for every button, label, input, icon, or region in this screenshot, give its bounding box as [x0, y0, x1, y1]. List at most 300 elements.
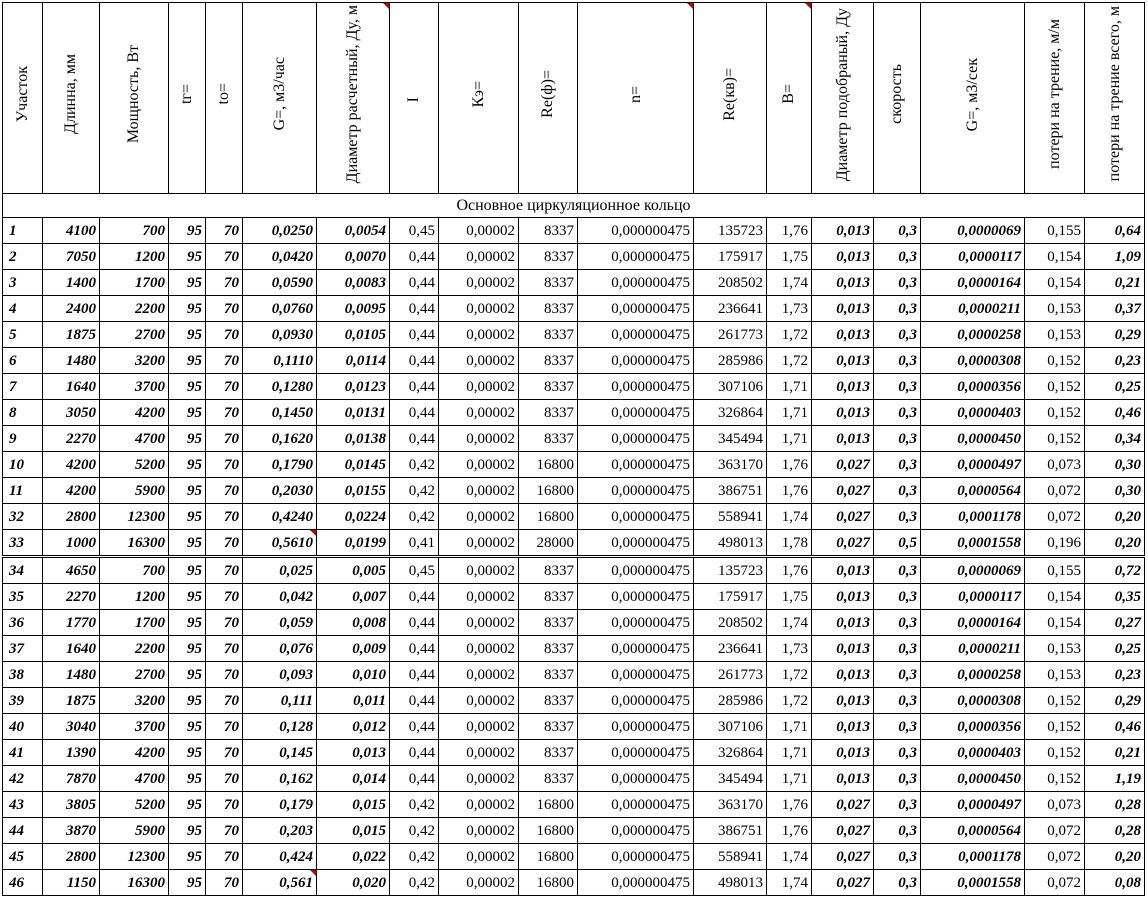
cell-section[interactable]: 46 [3, 870, 43, 896]
cell-velocity[interactable]: 0,3 [874, 322, 921, 348]
cell-velocity[interactable]: 0,3 [874, 870, 921, 896]
cell-n[interactable]: 0,000000475 [578, 584, 694, 610]
cell-re-f[interactable]: 16800 [519, 452, 578, 478]
cell-diameter-calc[interactable]: 0,0083 [317, 270, 390, 296]
cell-friction-total[interactable]: 0,23 [1085, 348, 1145, 374]
cell-flow-sec[interactable]: 0,0000308 [921, 688, 1025, 714]
cell-flow-hour[interactable]: 0,128 [243, 714, 317, 740]
cell-velocity[interactable]: 0,3 [874, 636, 921, 662]
cell-section[interactable]: 4 [3, 296, 43, 322]
cell-friction-total[interactable]: 0,08 [1085, 870, 1145, 896]
cell-velocity[interactable]: 0,3 [874, 244, 921, 270]
cell-i[interactable]: 0,44 [390, 740, 439, 766]
cell-length[interactable]: 4100 [43, 218, 100, 244]
col-header-section[interactable]: Участок [3, 3, 43, 194]
cell-friction-total[interactable]: 0,21 [1085, 740, 1145, 766]
cell-power[interactable]: 16300 [100, 870, 169, 896]
cell-re-f[interactable]: 8337 [519, 636, 578, 662]
cell-flow-hour[interactable]: 0,145 [243, 740, 317, 766]
cell-flow-sec[interactable]: 0,0000211 [921, 636, 1025, 662]
col-header-diameter-chosen[interactable]: Диаметр подобраный, Ду [812, 3, 874, 194]
cell-i[interactable]: 0,44 [390, 662, 439, 688]
cell-i[interactable]: 0,45 [390, 218, 439, 244]
cell-re-kv[interactable]: 208502 [694, 610, 767, 636]
cell-re-f[interactable]: 8337 [519, 610, 578, 636]
cell-section[interactable]: 1 [3, 218, 43, 244]
cell-n[interactable]: 0,000000475 [578, 636, 694, 662]
cell-i[interactable]: 0,44 [390, 244, 439, 270]
cell-re-kv[interactable]: 285986 [694, 348, 767, 374]
cell-section[interactable]: 37 [3, 636, 43, 662]
col-header-velocity[interactable]: скорость [874, 3, 921, 194]
cell-diameter-chosen[interactable]: 0,013 [812, 270, 874, 296]
cell-diameter-chosen[interactable]: 0,027 [812, 478, 874, 504]
cell-n[interactable]: 0,000000475 [578, 688, 694, 714]
cell-length[interactable]: 4200 [43, 452, 100, 478]
cell-section[interactable]: 5 [3, 322, 43, 348]
cell-i[interactable]: 0,41 [390, 530, 439, 557]
cell-length[interactable]: 1150 [43, 870, 100, 896]
cell-b[interactable]: 1,75 [767, 244, 812, 270]
cell-n[interactable]: 0,000000475 [578, 792, 694, 818]
cell-flow-hour[interactable]: 0,076 [243, 636, 317, 662]
cell-friction-per-m[interactable]: 0,154 [1025, 244, 1085, 270]
cell-diameter-chosen[interactable]: 0,027 [812, 792, 874, 818]
cell-t-return[interactable]: 70 [206, 400, 243, 426]
cell-re-f[interactable]: 8337 [519, 400, 578, 426]
cell-t-supply[interactable]: 95 [169, 244, 206, 270]
cell-i[interactable]: 0,44 [390, 766, 439, 792]
cell-friction-per-m[interactable]: 0,072 [1025, 504, 1085, 530]
cell-re-f[interactable]: 16800 [519, 844, 578, 870]
cell-re-f[interactable]: 16800 [519, 870, 578, 896]
cell-diameter-calc[interactable]: 0,020 [317, 870, 390, 896]
cell-section[interactable]: 43 [3, 792, 43, 818]
cell-t-supply[interactable]: 95 [169, 662, 206, 688]
col-header-i[interactable]: I [390, 3, 439, 194]
cell-re-f[interactable]: 8337 [519, 270, 578, 296]
cell-i[interactable]: 0,44 [390, 426, 439, 452]
cell-n[interactable]: 0,000000475 [578, 844, 694, 870]
cell-section[interactable]: 40 [3, 714, 43, 740]
cell-velocity[interactable]: 0,3 [874, 270, 921, 296]
cell-re-kv[interactable]: 558941 [694, 844, 767, 870]
cell-n[interactable]: 0,000000475 [578, 218, 694, 244]
cell-power[interactable]: 2200 [100, 636, 169, 662]
cell-t-return[interactable]: 70 [206, 452, 243, 478]
cell-b[interactable]: 1,74 [767, 270, 812, 296]
cell-diameter-chosen[interactable]: 0,013 [812, 400, 874, 426]
cell-diameter-chosen[interactable]: 0,027 [812, 452, 874, 478]
cell-diameter-chosen[interactable]: 0,013 [812, 714, 874, 740]
cell-b[interactable]: 1,72 [767, 662, 812, 688]
cell-re-f[interactable]: 8337 [519, 662, 578, 688]
cell-length[interactable]: 4650 [43, 557, 100, 584]
cell-flow-sec[interactable]: 0,0000308 [921, 348, 1025, 374]
cell-re-kv[interactable]: 208502 [694, 270, 767, 296]
cell-i[interactable]: 0,42 [390, 452, 439, 478]
cell-friction-total[interactable]: 0,25 [1085, 636, 1145, 662]
cell-t-supply[interactable]: 95 [169, 296, 206, 322]
cell-roughness[interactable]: 0,00002 [439, 818, 519, 844]
cell-power[interactable]: 5900 [100, 818, 169, 844]
cell-b[interactable]: 1,71 [767, 766, 812, 792]
cell-power[interactable]: 12300 [100, 844, 169, 870]
cell-re-f[interactable]: 8337 [519, 426, 578, 452]
cell-velocity[interactable]: 0,3 [874, 844, 921, 870]
cell-velocity[interactable]: 0,3 [874, 688, 921, 714]
cell-friction-per-m[interactable]: 0,196 [1025, 530, 1085, 557]
cell-t-supply[interactable]: 95 [169, 426, 206, 452]
cell-flow-hour[interactable]: 0,042 [243, 584, 317, 610]
cell-friction-per-m[interactable]: 0,152 [1025, 400, 1085, 426]
cell-t-return[interactable]: 70 [206, 557, 243, 584]
cell-roughness[interactable]: 0,00002 [439, 400, 519, 426]
cell-section[interactable]: 2 [3, 244, 43, 270]
cell-t-return[interactable]: 70 [206, 504, 243, 530]
cell-flow-sec[interactable]: 0,0000450 [921, 766, 1025, 792]
cell-diameter-calc[interactable]: 0,0070 [317, 244, 390, 270]
cell-re-kv[interactable]: 386751 [694, 478, 767, 504]
cell-diameter-chosen[interactable]: 0,013 [812, 348, 874, 374]
cell-b[interactable]: 1,73 [767, 296, 812, 322]
cell-length[interactable]: 1480 [43, 662, 100, 688]
cell-t-return[interactable]: 70 [206, 270, 243, 296]
cell-n[interactable]: 0,000000475 [578, 374, 694, 400]
cell-re-kv[interactable]: 236641 [694, 296, 767, 322]
cell-diameter-calc[interactable]: 0,007 [317, 584, 390, 610]
cell-diameter-chosen[interactable]: 0,013 [812, 662, 874, 688]
cell-t-supply[interactable]: 95 [169, 766, 206, 792]
col-header-friction-total[interactable]: потери на трение всего, м [1085, 3, 1145, 194]
cell-flow-sec[interactable]: 0,0000258 [921, 662, 1025, 688]
cell-i[interactable]: 0,44 [390, 400, 439, 426]
cell-diameter-chosen[interactable]: 0,013 [812, 296, 874, 322]
cell-diameter-chosen[interactable]: 0,013 [812, 322, 874, 348]
cell-re-kv[interactable]: 363170 [694, 792, 767, 818]
cell-flow-hour[interactable]: 0,0760 [243, 296, 317, 322]
cell-re-f[interactable]: 8337 [519, 584, 578, 610]
cell-roughness[interactable]: 0,00002 [439, 870, 519, 896]
cell-diameter-calc[interactable]: 0,0131 [317, 400, 390, 426]
cell-t-supply[interactable]: 95 [169, 348, 206, 374]
cell-velocity[interactable]: 0,3 [874, 426, 921, 452]
cell-length[interactable]: 1640 [43, 636, 100, 662]
cell-length[interactable]: 2270 [43, 426, 100, 452]
cell-re-f[interactable]: 8337 [519, 218, 578, 244]
cell-diameter-chosen[interactable]: 0,027 [812, 818, 874, 844]
cell-section[interactable]: 41 [3, 740, 43, 766]
col-header-t-return[interactable]: tо= [206, 3, 243, 194]
cell-velocity[interactable]: 0,3 [874, 792, 921, 818]
col-header-diameter-calc[interactable]: Диаметр расчетный, Ду, м [317, 3, 390, 194]
cell-b[interactable]: 1,71 [767, 374, 812, 400]
cell-velocity[interactable]: 0,3 [874, 766, 921, 792]
cell-roughness[interactable]: 0,00002 [439, 218, 519, 244]
cell-t-supply[interactable]: 95 [169, 688, 206, 714]
cell-t-supply[interactable]: 95 [169, 557, 206, 584]
cell-flow-hour[interactable]: 0,1790 [243, 452, 317, 478]
cell-velocity[interactable]: 0,3 [874, 400, 921, 426]
cell-friction-per-m[interactable]: 0,152 [1025, 688, 1085, 714]
cell-roughness[interactable]: 0,00002 [439, 714, 519, 740]
cell-re-f[interactable]: 16800 [519, 818, 578, 844]
cell-diameter-calc[interactable]: 0,009 [317, 636, 390, 662]
cell-roughness[interactable]: 0,00002 [439, 584, 519, 610]
cell-n[interactable]: 0,000000475 [578, 348, 694, 374]
cell-friction-per-m[interactable]: 0,152 [1025, 766, 1085, 792]
cell-section[interactable]: 42 [3, 766, 43, 792]
cell-t-return[interactable]: 70 [206, 714, 243, 740]
cell-t-supply[interactable]: 95 [169, 530, 206, 557]
cell-roughness[interactable]: 0,00002 [439, 478, 519, 504]
cell-velocity[interactable]: 0,3 [874, 374, 921, 400]
cell-power[interactable]: 4200 [100, 400, 169, 426]
col-header-re-f[interactable]: Re(ф)= [519, 3, 578, 194]
cell-roughness[interactable]: 0,00002 [439, 504, 519, 530]
cell-re-kv[interactable]: 285986 [694, 688, 767, 714]
cell-i[interactable]: 0,42 [390, 818, 439, 844]
cell-diameter-chosen[interactable]: 0,013 [812, 557, 874, 584]
cell-i[interactable]: 0,44 [390, 688, 439, 714]
cell-i[interactable]: 0,45 [390, 557, 439, 584]
cell-roughness[interactable]: 0,00002 [439, 844, 519, 870]
cell-t-supply[interactable]: 95 [169, 218, 206, 244]
cell-t-supply[interactable]: 95 [169, 870, 206, 896]
col-header-friction-per-m[interactable]: потери на трение, м/м [1025, 3, 1085, 194]
cell-roughness[interactable]: 0,00002 [439, 322, 519, 348]
cell-b[interactable]: 1,76 [767, 557, 812, 584]
cell-diameter-chosen[interactable]: 0,013 [812, 636, 874, 662]
cell-diameter-calc[interactable]: 0,0199 [317, 530, 390, 557]
cell-t-return[interactable]: 70 [206, 740, 243, 766]
cell-diameter-chosen[interactable]: 0,013 [812, 740, 874, 766]
cell-t-supply[interactable]: 95 [169, 400, 206, 426]
cell-t-return[interactable]: 70 [206, 844, 243, 870]
cell-re-kv[interactable]: 498013 [694, 870, 767, 896]
cell-diameter-calc[interactable]: 0,008 [317, 610, 390, 636]
cell-power[interactable]: 5900 [100, 478, 169, 504]
cell-i[interactable]: 0,44 [390, 322, 439, 348]
cell-t-return[interactable]: 70 [206, 610, 243, 636]
col-header-b[interactable]: B= [767, 3, 812, 194]
cell-length[interactable]: 1390 [43, 740, 100, 766]
cell-friction-per-m[interactable]: 0,152 [1025, 426, 1085, 452]
cell-t-return[interactable]: 70 [206, 296, 243, 322]
cell-section[interactable]: 38 [3, 662, 43, 688]
cell-section[interactable]: 3 [3, 270, 43, 296]
cell-section[interactable]: 33 [3, 530, 43, 557]
cell-n[interactable]: 0,000000475 [578, 296, 694, 322]
cell-friction-total[interactable]: 0,30 [1085, 452, 1145, 478]
cell-t-return[interactable]: 70 [206, 688, 243, 714]
cell-length[interactable]: 1400 [43, 270, 100, 296]
cell-i[interactable]: 0,44 [390, 584, 439, 610]
cell-t-return[interactable]: 70 [206, 478, 243, 504]
cell-t-return[interactable]: 70 [206, 870, 243, 896]
cell-re-kv[interactable]: 386751 [694, 818, 767, 844]
cell-flow-hour[interactable]: 0,179 [243, 792, 317, 818]
cell-flow-sec[interactable]: 0,0000258 [921, 322, 1025, 348]
cell-t-return[interactable]: 70 [206, 244, 243, 270]
cell-roughness[interactable]: 0,00002 [439, 348, 519, 374]
cell-roughness[interactable]: 0,00002 [439, 530, 519, 557]
cell-power[interactable]: 1200 [100, 584, 169, 610]
cell-friction-per-m[interactable]: 0,153 [1025, 296, 1085, 322]
cell-section[interactable]: 9 [3, 426, 43, 452]
cell-t-return[interactable]: 70 [206, 636, 243, 662]
cell-flow-hour[interactable]: 0,0420 [243, 244, 317, 270]
cell-velocity[interactable]: 0,3 [874, 478, 921, 504]
cell-i[interactable]: 0,42 [390, 504, 439, 530]
cell-i[interactable]: 0,44 [390, 374, 439, 400]
cell-friction-total[interactable]: 0,21 [1085, 270, 1145, 296]
cell-re-f[interactable]: 8337 [519, 244, 578, 270]
cell-power[interactable]: 12300 [100, 504, 169, 530]
cell-diameter-calc[interactable]: 0,012 [317, 714, 390, 740]
cell-roughness[interactable]: 0,00002 [439, 270, 519, 296]
cell-velocity[interactable]: 0,3 [874, 818, 921, 844]
cell-t-supply[interactable]: 95 [169, 740, 206, 766]
cell-length[interactable]: 7870 [43, 766, 100, 792]
cell-re-f[interactable]: 8337 [519, 688, 578, 714]
cell-t-supply[interactable]: 95 [169, 636, 206, 662]
cell-power[interactable]: 2200 [100, 296, 169, 322]
cell-diameter-calc[interactable]: 0,0155 [317, 478, 390, 504]
cell-i[interactable]: 0,44 [390, 636, 439, 662]
cell-diameter-calc[interactable]: 0,0224 [317, 504, 390, 530]
cell-friction-per-m[interactable]: 0,072 [1025, 478, 1085, 504]
cell-length[interactable]: 1770 [43, 610, 100, 636]
cell-length[interactable]: 3040 [43, 714, 100, 740]
cell-friction-per-m[interactable]: 0,073 [1025, 792, 1085, 818]
cell-n[interactable]: 0,000000475 [578, 662, 694, 688]
cell-power[interactable]: 3200 [100, 688, 169, 714]
cell-length[interactable]: 1480 [43, 348, 100, 374]
cell-flow-sec[interactable]: 0,0000450 [921, 426, 1025, 452]
cell-re-kv[interactable]: 363170 [694, 452, 767, 478]
col-header-roughness[interactable]: Кэ= [439, 3, 519, 194]
cell-re-kv[interactable]: 558941 [694, 504, 767, 530]
cell-t-return[interactable]: 70 [206, 792, 243, 818]
cell-roughness[interactable]: 0,00002 [439, 296, 519, 322]
cell-n[interactable]: 0,000000475 [578, 818, 694, 844]
cell-power[interactable]: 4200 [100, 740, 169, 766]
cell-friction-total[interactable]: 0,46 [1085, 400, 1145, 426]
cell-b[interactable]: 1,76 [767, 818, 812, 844]
cell-flow-hour[interactable]: 0,059 [243, 610, 317, 636]
cell-n[interactable]: 0,000000475 [578, 322, 694, 348]
cell-t-supply[interactable]: 95 [169, 322, 206, 348]
cell-diameter-chosen[interactable]: 0,013 [812, 610, 874, 636]
cell-n[interactable]: 0,000000475 [578, 610, 694, 636]
cell-friction-per-m[interactable]: 0,072 [1025, 870, 1085, 896]
cell-b[interactable]: 1,76 [767, 218, 812, 244]
cell-section[interactable]: 6 [3, 348, 43, 374]
cell-friction-per-m[interactable]: 0,153 [1025, 636, 1085, 662]
cell-friction-per-m[interactable]: 0,152 [1025, 374, 1085, 400]
cell-b[interactable]: 1,74 [767, 844, 812, 870]
cell-flow-hour[interactable]: 0,0250 [243, 218, 317, 244]
cell-re-kv[interactable]: 326864 [694, 400, 767, 426]
cell-friction-per-m[interactable]: 0,152 [1025, 348, 1085, 374]
cell-re-f[interactable]: 8337 [519, 557, 578, 584]
cell-n[interactable]: 0,000000475 [578, 530, 694, 557]
cell-t-return[interactable]: 70 [206, 662, 243, 688]
cell-flow-hour[interactable]: 0,203 [243, 818, 317, 844]
cell-friction-per-m[interactable]: 0,152 [1025, 714, 1085, 740]
cell-re-f[interactable]: 8337 [519, 374, 578, 400]
cell-re-kv[interactable]: 261773 [694, 322, 767, 348]
cell-re-kv[interactable]: 135723 [694, 218, 767, 244]
cell-friction-total[interactable]: 0,25 [1085, 374, 1145, 400]
cell-diameter-calc[interactable]: 0,0105 [317, 322, 390, 348]
cell-friction-total[interactable]: 0,29 [1085, 688, 1145, 714]
cell-t-supply[interactable]: 95 [169, 714, 206, 740]
cell-n[interactable]: 0,000000475 [578, 452, 694, 478]
cell-diameter-chosen[interactable]: 0,013 [812, 688, 874, 714]
cell-power[interactable]: 2700 [100, 322, 169, 348]
cell-diameter-chosen[interactable]: 0,013 [812, 426, 874, 452]
cell-roughness[interactable]: 0,00002 [439, 452, 519, 478]
cell-velocity[interactable]: 0,3 [874, 557, 921, 584]
cell-b[interactable]: 1,74 [767, 870, 812, 896]
cell-re-f[interactable]: 16800 [519, 478, 578, 504]
cell-t-return[interactable]: 70 [206, 218, 243, 244]
cell-flow-hour[interactable]: 0,111 [243, 688, 317, 714]
cell-flow-hour[interactable]: 0,1110 [243, 348, 317, 374]
col-header-length[interactable]: Длинна, мм [43, 3, 100, 194]
cell-b[interactable]: 1,71 [767, 400, 812, 426]
cell-flow-hour[interactable]: 0,162 [243, 766, 317, 792]
cell-power[interactable]: 5200 [100, 792, 169, 818]
cell-b[interactable]: 1,71 [767, 714, 812, 740]
cell-b[interactable]: 1,74 [767, 610, 812, 636]
cell-friction-total[interactable]: 0,35 [1085, 584, 1145, 610]
cell-length[interactable]: 2400 [43, 296, 100, 322]
cell-flow-sec[interactable]: 0,0001178 [921, 844, 1025, 870]
cell-n[interactable]: 0,000000475 [578, 426, 694, 452]
cell-t-supply[interactable]: 95 [169, 504, 206, 530]
cell-flow-sec[interactable]: 0,0000164 [921, 270, 1025, 296]
cell-t-supply[interactable]: 95 [169, 818, 206, 844]
cell-friction-per-m[interactable]: 0,153 [1025, 662, 1085, 688]
cell-re-f[interactable]: 8337 [519, 766, 578, 792]
cell-flow-sec[interactable]: 0,0000117 [921, 584, 1025, 610]
cell-friction-total[interactable]: 0,37 [1085, 296, 1145, 322]
cell-flow-sec[interactable]: 0,0000211 [921, 296, 1025, 322]
cell-friction-per-m[interactable]: 0,155 [1025, 218, 1085, 244]
cell-n[interactable]: 0,000000475 [578, 400, 694, 426]
cell-diameter-calc[interactable]: 0,013 [317, 740, 390, 766]
cell-friction-total[interactable]: 0,30 [1085, 478, 1145, 504]
cell-diameter-calc[interactable]: 0,005 [317, 557, 390, 584]
cell-section[interactable]: 11 [3, 478, 43, 504]
cell-velocity[interactable]: 0,3 [874, 504, 921, 530]
cell-n[interactable]: 0,000000475 [578, 870, 694, 896]
cell-flow-hour[interactable]: 0,025 [243, 557, 317, 584]
cell-friction-total[interactable]: 1,09 [1085, 244, 1145, 270]
cell-friction-total[interactable]: 0,29 [1085, 322, 1145, 348]
cell-length[interactable]: 3805 [43, 792, 100, 818]
cell-flow-hour[interactable]: 0,5610 [243, 530, 317, 557]
cell-flow-hour[interactable]: 0,093 [243, 662, 317, 688]
cell-t-return[interactable]: 70 [206, 766, 243, 792]
cell-velocity[interactable]: 0,5 [874, 530, 921, 557]
cell-b[interactable]: 1,71 [767, 740, 812, 766]
cell-section[interactable]: 34 [3, 557, 43, 584]
cell-power[interactable]: 3200 [100, 348, 169, 374]
